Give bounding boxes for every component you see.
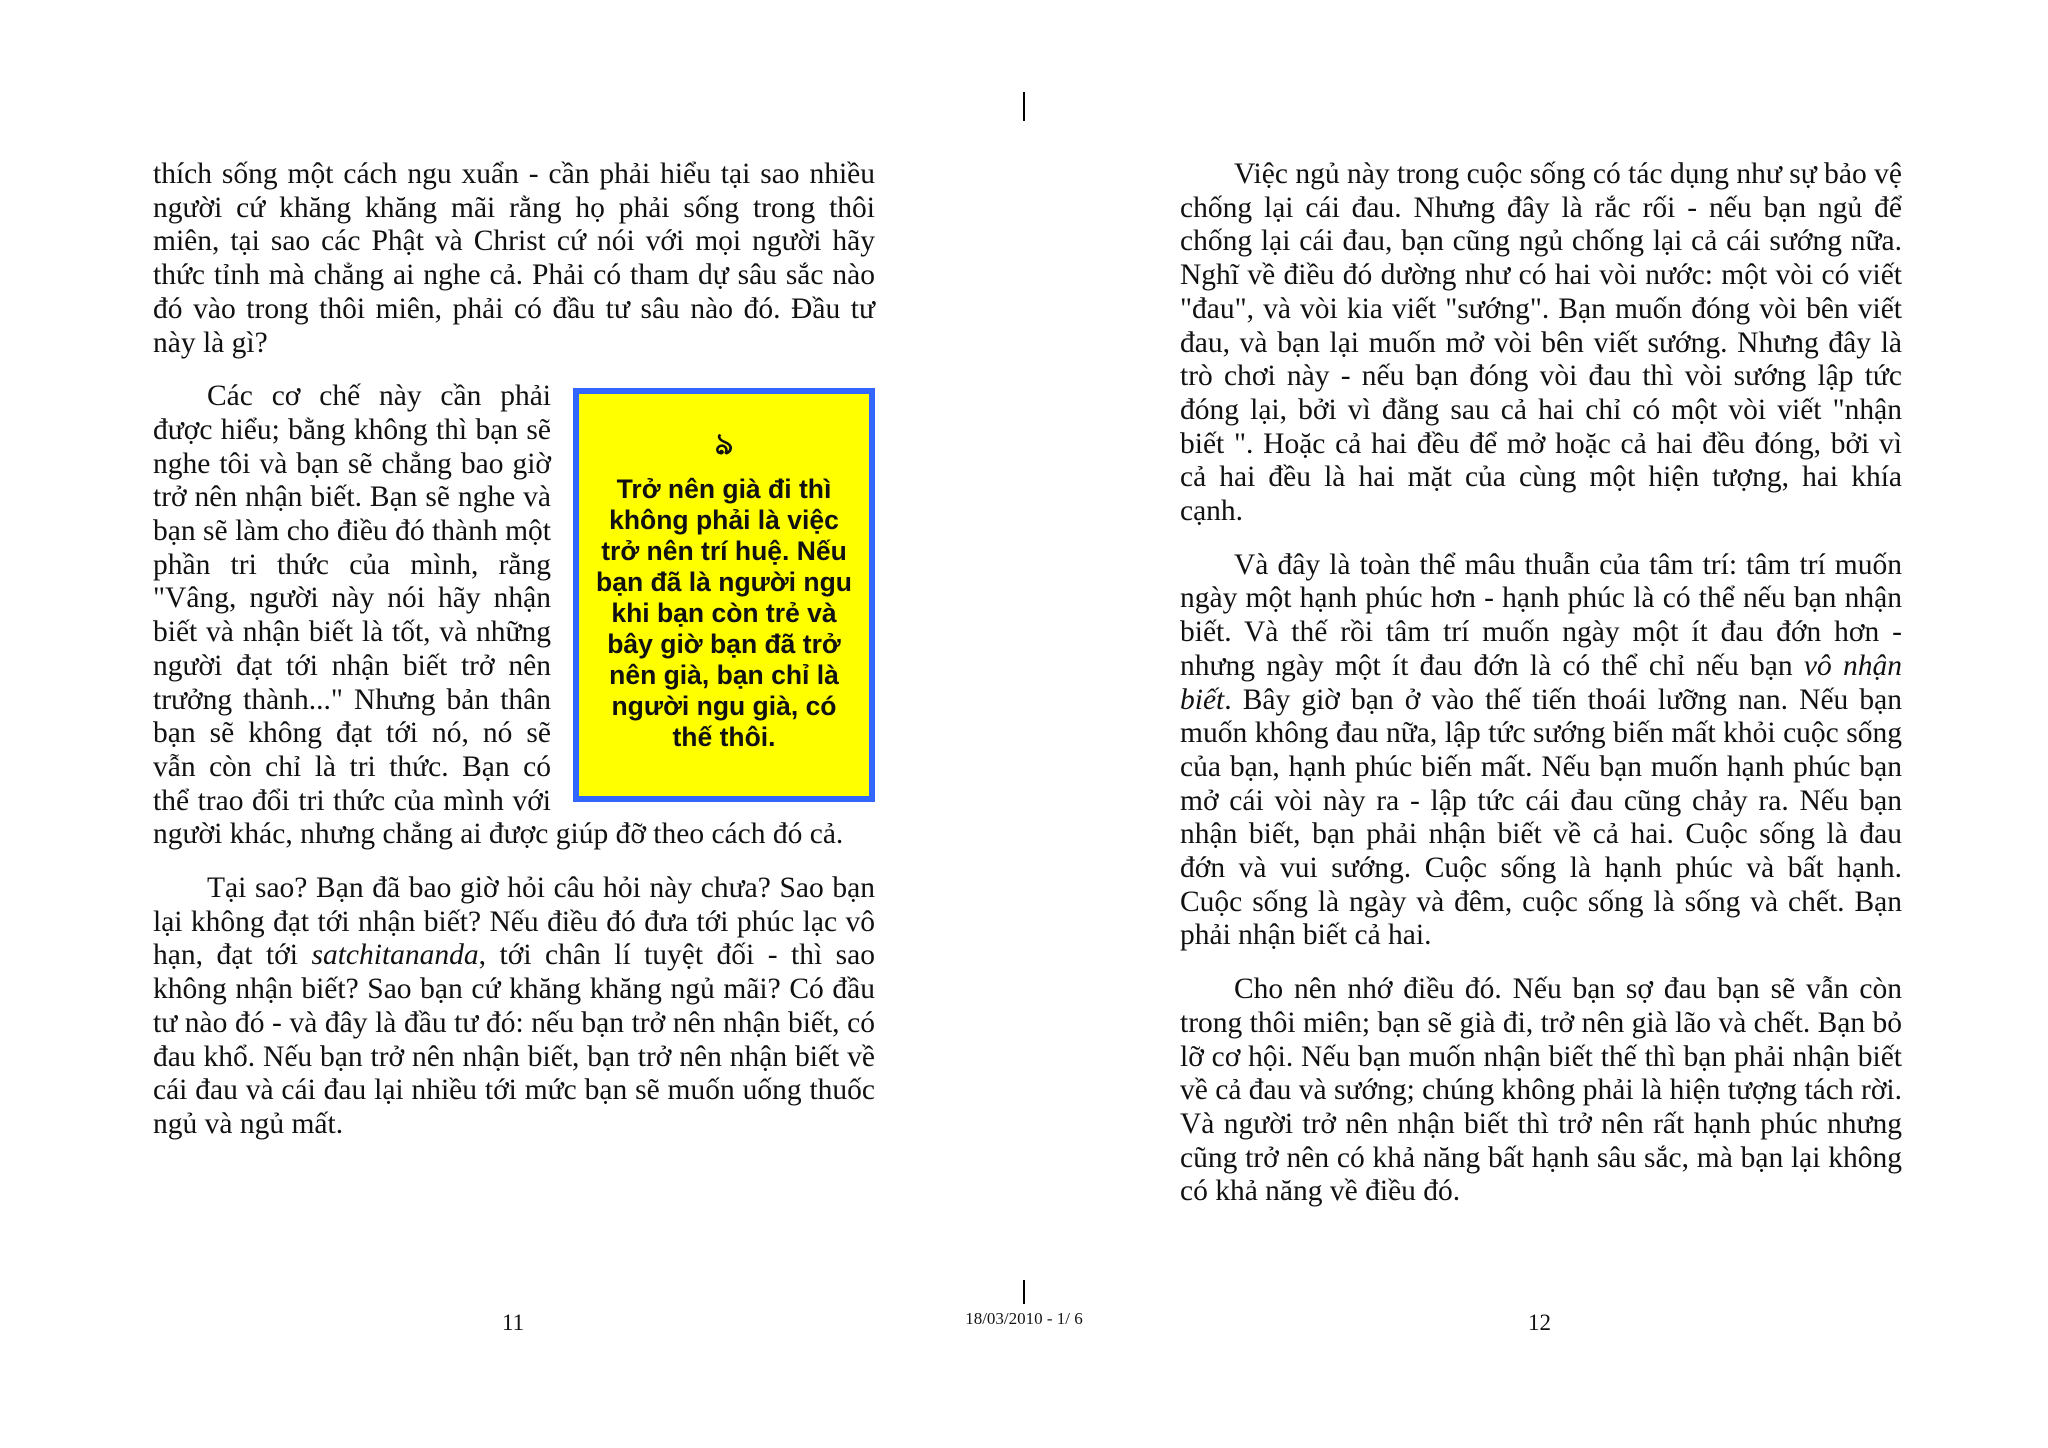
center-fold-mark-top bbox=[1023, 92, 1025, 121]
left-paragraph-3-italic: satchitananda bbox=[311, 939, 479, 972]
callout-text: Trở nên già đi thì không phải là việc trở nên trí huệ. Nếu bạn đã là người ngu khi bạn còn trẻ và bây giờ bạn đã trở nên già, bạn chỉ là người ngu già, có thế thôi. bbox=[596, 474, 852, 753]
left-paragraph-2: Các cơ chế này cần phải được hiểu; bằng không thì bạn sẽ nghe tôi và bạn sẽ chẳng bao giờ trở nên nhận biết. Bạn sẽ nghe và bạn sẽ làm cho điều đó thành một phần tri thức của mình, rằng "Vâng, người này nói hãy nhận biết và nhận biết là tốt, và những người đạt tới nhận biết trở nên trưởng thành..." Nhưng bản thân bạn sẽ không đạt tới nó, nó sẽ vẫn còn chỉ là tri thức. Bạn có thể trao đổi tri thức của mình với người khác, nhưng chẳng ai được giúp đỡ theo cách đó cả. bbox=[153, 380, 844, 851]
ornament-icon: ঌ bbox=[714, 427, 734, 463]
left-paragraph-3 bbox=[153, 872, 875, 1142]
center-fold-mark-bottom bbox=[1023, 1280, 1025, 1304]
right-paragraph-2 bbox=[1180, 549, 1902, 953]
right-paragraph-3: Cho nên nhớ điều đó. Nếu bạn sợ đau bạn sẽ vẫn còn trong thôi miên; bạn sẽ già đi, trở nên già lão và chết. Bạn bỏ lỡ cơ hội. Nếu bạn muốn nhận biết thế thì bạn phải nhận biết về cả đau và sướng; chúng không phải là hiện tượng tách rời. Và người trở nên nhận biết thì trở nên rất hạnh phúc nhưng cũng trở nên có khả năng bất hạnh sâu sắc, mà bạn lại không có khả năng về điều đó. bbox=[1180, 973, 1902, 1208]
left-paragraph-3-part-2: , tới chân lí tuyệt đối - thì sao không nhận biết? Sao bạn cứ khăng khăng ngủ mãi? Có đầu tư nào đó - và đây là đầu tư đó: nếu bạn trở nên nhận biết, có đau khổ. Nếu bạn trở nên nhận biết, bạn trở nên nhận biết về cái đau và cái đau lại nhiều tới mức bạn sẽ muốn uống thuốc ngủ và ngủ mất. bbox=[153, 939, 876, 1140]
callout-box bbox=[573, 388, 875, 802]
right-paragraph-2-italic: vô nhận biết bbox=[1180, 649, 1902, 716]
right-paragraph-1: Việc ngủ này trong cuộc sống có tác dụng như sự bảo vệ chống lại cái đau. Nhưng đây là rắc rối - nếu bạn ngủ để chống lại cái đau, bạn cũng ngủ chống lại cả cái sướng nữa. Nghĩ về điều đó dường như có hai vòi nước: một vòi có viết "đau", và vòi kia viết "sướng". Bạn muốn đóng vòi bên viết đau, và bạn lại muốn mở vòi bên viết sướng. Nhưng đây là trò chơi này - nếu bạn đóng vòi đau thì vòi sướng lập tức đóng lại, bởi vì đằng sau cả hai chỉ có một vòi viết "nhận biết ". Hoặc cả hai đều để mở hoặc cả hai đều đóng, bởi vì cả hai đều là hai mặt của cùng một hiện tượng, hai khía cạnh. bbox=[1180, 158, 1902, 528]
right-page bbox=[1180, 158, 1902, 1209]
right-paragraph-2-part-2: . Bây giờ bạn ở vào thế tiến thoái lưỡng nan. Nếu bạn muốn không đau nữa, lập tức sướng biến mất khỏi cuộc sống của bạn, hạnh phúc biến mất. Nếu bạn muốn hạnh phúc bạn mở cái vòi này ra - lập tức cái đau cũng chảy ra. Nếu bạn nhận biết, bạn phải nhận biết về cả hai. Cuộc sống là đau đớn và vui sướng. Cuộc sống là hạnh phúc và bất hạnh. Cuộc sống là ngày và đêm, cuộc sống là sống và chết. Bạn phải nhận biết cả hai. bbox=[1180, 683, 1902, 952]
left-paragraph-3-part-1: Tại sao? Bạn đã bao giờ hỏi câu hỏi này chưa? Sao bạn lại không đạt tới nhận biết? Nếu điều đó đưa tới phúc lạc vô hạn, đạt tới bbox=[153, 872, 875, 972]
right-paragraph-2-part-1: Và đây là toàn thể mâu thuẫn của tâm trí: tâm trí muốn ngày một hạnh phúc hơn - hạnh phúc là có thể nếu bạn nhận biết. Và thế rồi tâm trí muốn ngày một ít đau đớn hơn - nhưng ngày một ít đau đớn là có thể chỉ nếu bạn bbox=[1180, 548, 1902, 682]
footer-date-stamp: 18/03/2010 - 1/ 6 bbox=[965, 1309, 1083, 1328]
left-paragraph-1: thích sống một cách ngu xuẩn - cần phải hiểu tại sao nhiều người cứ khăng khăng mãi rằng họ phải sống trong thôi miên, tại sao các Phật và Christ cứ nói với mọi người hãy thức tỉnh mà chẳng ai nghe cả. Phải có tham dự sâu sắc nào đó vào trong thôi miên, phải có đầu tư sâu nào đó. Đầu tư này là gì? bbox=[153, 158, 875, 359]
left-page bbox=[153, 158, 875, 1142]
page-number-left: 11 bbox=[502, 1310, 525, 1335]
left-wrap-area bbox=[153, 380, 875, 852]
page-number-right: 12 bbox=[1528, 1310, 1551, 1335]
